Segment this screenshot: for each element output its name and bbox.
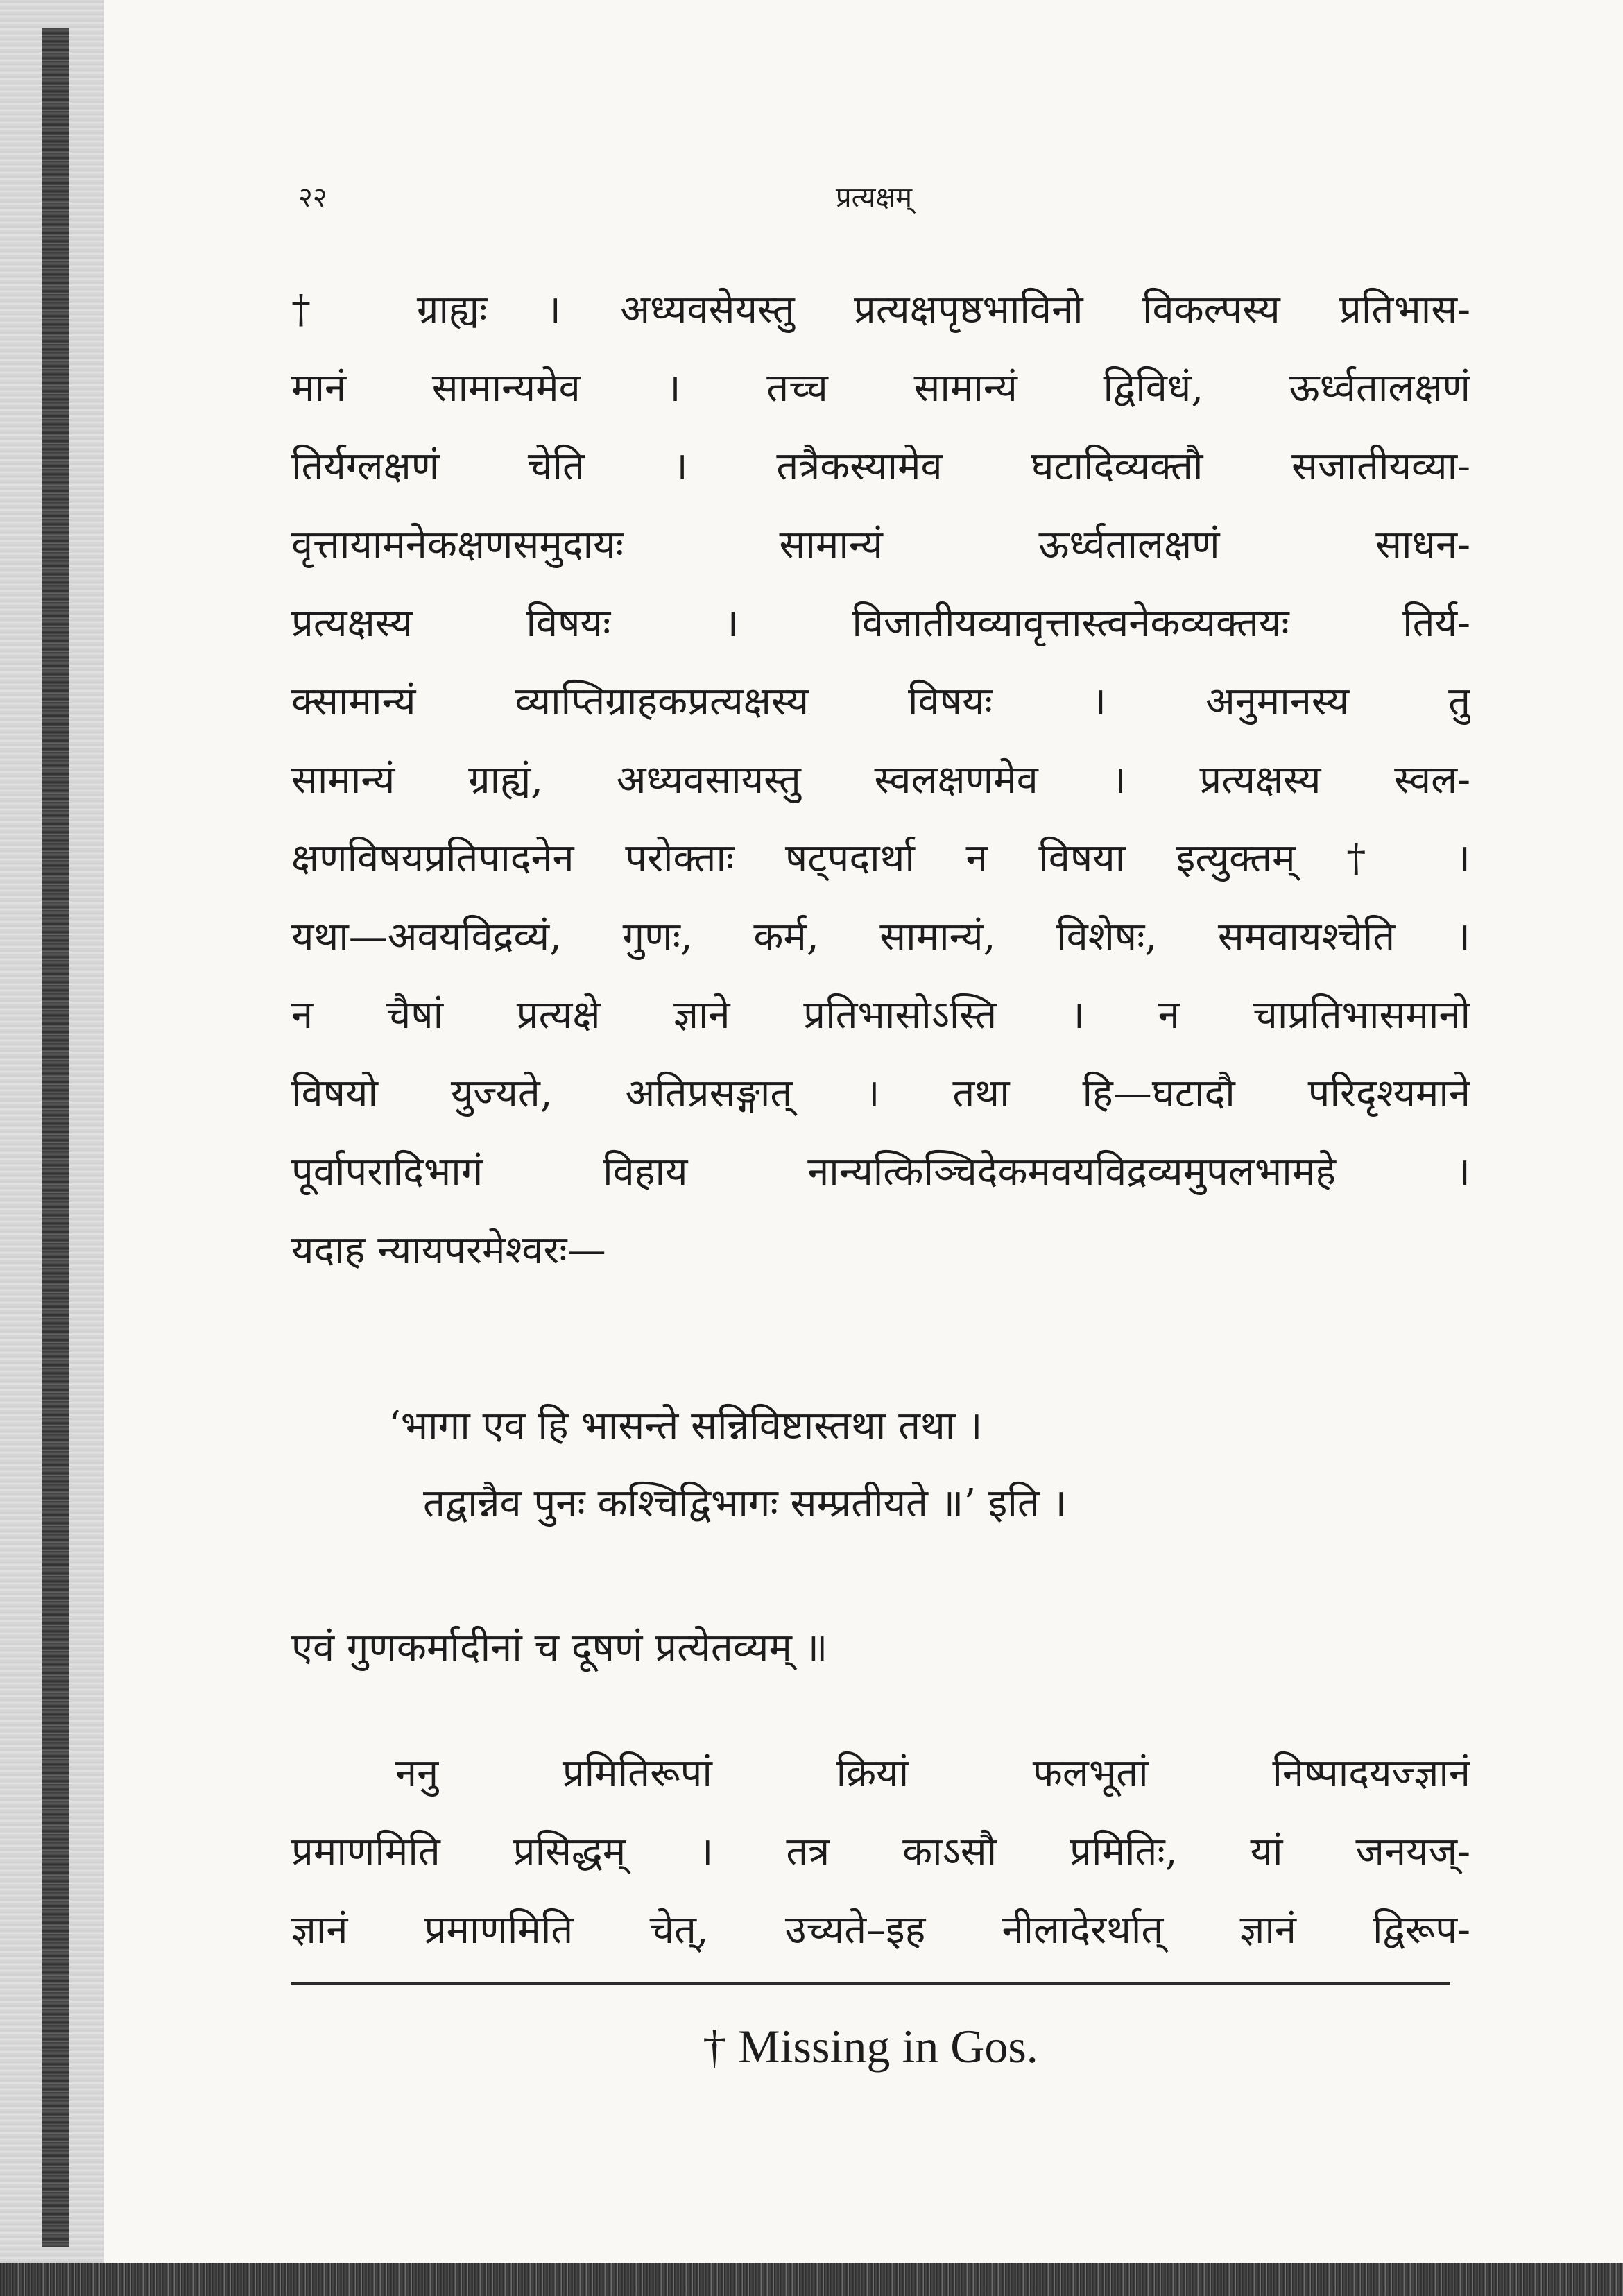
footnote: † Missing in Gos.: [703, 2020, 1038, 2073]
bottom-edge: [0, 2263, 1623, 2296]
footnote-rule: [291, 1982, 1450, 1985]
verse-line-2: तद्वान्नैव पुनः कश्चिद्विभागः सम्प्रतीयते ॥’ इति ।: [423, 1481, 1067, 1526]
text-line: न चैषां प्रत्यक्षे ज्ञाने प्रतिभासोऽस्ति । न चाप्रतिभासमानो: [291, 993, 1470, 1038]
text-line: यदाह न्यायपरमेश्वरः—: [291, 1228, 606, 1273]
text-line: क्सामान्यं व्याप्तिग्राहकप्रत्यक्षस्य विषयः । अनुमानस्य तु: [291, 679, 1470, 724]
text-line: पूर्वापरादिभागं विहाय नान्यत्किञ्चिदेकमवयविद्रव्यमुपलभामहे ।: [291, 1149, 1470, 1194]
text-line: विषयो युज्यते, अतिप्रसङ्गात् । तथा हि—घटादौ परिदृश्यमाने: [291, 1071, 1470, 1116]
main-paragraph: [291, 271, 1470, 1290]
text-line: प्रत्यक्षस्य विषयः । विजातीयव्यावृत्तास्त्वनेकव्यक्तयः तिर्य-: [291, 601, 1470, 646]
verse-line-1: ‘भागा एव हि भासन्ते सन्निविष्टास्तथा तथा ।: [388, 1403, 983, 1448]
text-line: † ग्राह्यः । अध्यवसेयस्तु प्रत्यक्षपृष्ठभाविनो विकल्पस्य प्रतिभास-: [291, 287, 1470, 332]
running-head: [298, 177, 1450, 225]
text-line: वृत्तायामनेकक्षणसमुदायः सामान्यं ऊर्ध्वतालक्षणं साधन-: [291, 522, 1470, 567]
text-line: प्रमाणमिति प्रसिद्धम् । तत्र काऽसौ प्रमितिः, यां जनयज्-: [291, 1829, 1470, 1874]
text-line: सामान्यं ग्राह्यं, अध्यवसायस्तु स्वलक्षणमेव । प्रत्यक्षस्य स्वल-: [291, 757, 1470, 803]
page-number: २२: [298, 182, 327, 214]
text-line: यथा—अवयविद्रव्यं, गुणः, कर्म, सामान्यं, विशेषः, समवायश्चेति ।: [291, 914, 1470, 959]
text-line: ज्ञानं प्रमाणमिति चेत्, उच्यते–इह नीलादेरर्थात् ज्ञानं द्विरूप-: [291, 1908, 1470, 1953]
summary-line: एवं गुणकर्मादीनां च दूषणं प्रत्येतव्यम् ॥: [291, 1625, 828, 1670]
text-line: मानं सामान्यमेव । तच्च सामान्यं द्विविधं, ऊर्ध्वतालक्षणं: [291, 366, 1470, 411]
verse-quotation: [388, 1387, 1359, 1543]
binding-strip: [42, 28, 69, 2247]
text-line: तिर्यग्लक्षणं चेति । तत्रैकस्यामेव घटादिव्यक्तौ सजातीयव्या-: [291, 444, 1470, 489]
second-paragraph: [291, 1734, 1470, 1969]
running-title: प्रत्यक्षम्: [835, 182, 913, 214]
text-line: क्षणविषयप्रतिपादनेन परोक्ताः षट्पदार्था न विषया इत्युक्तम् † ।: [291, 836, 1470, 881]
text-line: ननु प्रमितिरूपां क्रियां फलभूतां निष्पादयज्ज्ञानं: [395, 1751, 1470, 1796]
